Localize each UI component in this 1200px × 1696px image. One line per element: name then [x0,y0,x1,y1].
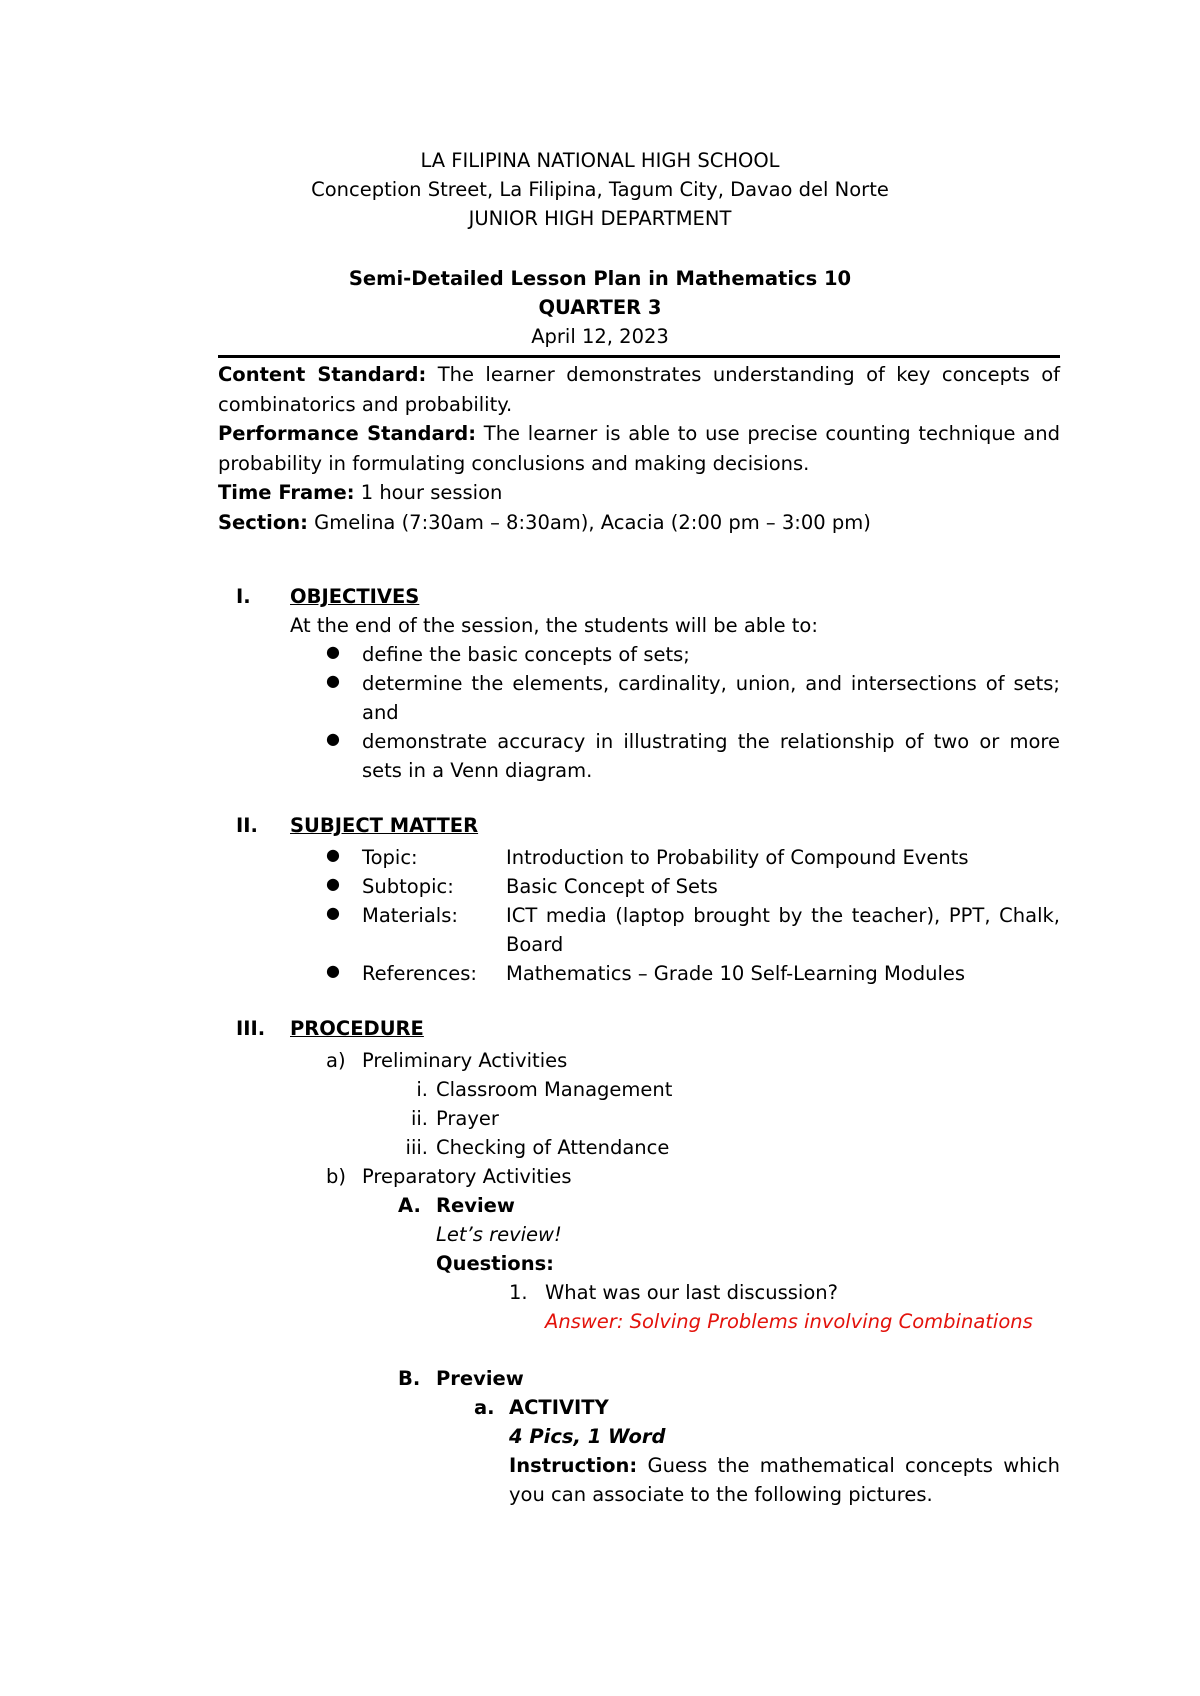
topic-value: Introduction to Probability of Compound Events [506,846,969,869]
section-text: Gmelina (7:30am – 8:30am), Acacia (2:00 pm – 3:00 pm) [314,510,871,534]
objectives-numeral: I. [236,585,251,608]
bullet-icon: ● [326,903,340,922]
subject-matter-numeral: II. [236,814,258,837]
review-marker: A. [398,1194,421,1217]
topic-label: Topic: [362,846,418,869]
preparatory-label: Preparatory Activities [362,1165,572,1188]
preview-marker: B. [398,1367,421,1390]
standards-block [218,360,1060,537]
prelim-item-3: Checking of Attendance [436,1136,670,1159]
question-1: What was our last discussion? [545,1281,838,1304]
objective-item-3: demonstrate accuracy in illustrating the relationship of two or more sets in a Venn diagram. [362,730,1060,782]
review-title: Review [436,1194,515,1217]
header-divider [218,355,1060,358]
content-standard-text: The learner demonstrates understanding of key concepts of combinatorics and probability. [218,363,1061,416]
review-subtitle: Let’s review! [436,1223,562,1246]
materials-value: ICT media (laptop brought by the teacher), PPT, Chalk, Board [506,904,1060,956]
objective-item-2: determine the elements, cardinality, union, and intersections of sets; and [362,672,1060,724]
bullet-icon: ● [326,729,340,748]
prelim-marker-1: i. [416,1078,428,1101]
bullet-icon: ● [326,961,340,980]
objectives-intro: At the end of the session, the students will be able to: [290,614,818,637]
department: JUNIOR HIGH DEPARTMENT [468,207,732,230]
preview-title: Preview [436,1367,524,1390]
bullet-icon: ● [326,642,340,661]
prelim-item-2: Prayer [436,1107,499,1130]
content-standard-label: Content Standard: [218,363,427,386]
preliminary-marker: a) [326,1049,346,1072]
section-label: Section: [218,510,308,534]
performance-standard-label: Performance Standard: [218,422,477,445]
quarter: QUARTER 3 [538,296,662,319]
subtopic-value: Basic Concept of Sets [506,875,718,898]
prelim-marker-3: iii. [405,1136,428,1159]
questions-label: Questions: [436,1252,554,1275]
activity-title: ACTIVITY [509,1396,609,1419]
bullet-icon: ● [326,671,340,690]
school-address: Conception Street, La Filipina, Tagum City, Davao del Norte [311,178,889,201]
performance-standard-text: The learner is able to use precise counting technique and probability in formulating conclusions and making decisions. [218,422,1060,475]
performance-standard [218,419,1060,478]
plan-title: Semi-Detailed Lesson Plan in Mathematics 10 [348,267,852,290]
content-standard [218,360,1060,419]
prelim-marker-2: ii. [410,1107,428,1130]
preliminary-label: Preliminary Activities [362,1049,568,1072]
objective-item-1: define the basic concepts of sets; [362,643,690,666]
activity-name: 4 Pics, 1 Word [509,1425,666,1448]
bullet-icon: ● [326,845,340,864]
activity-marker: a. [474,1396,495,1419]
objectives-heading: OBJECTIVES [290,585,420,608]
time-frame-text: 1 hour session [360,481,503,504]
school-name: LA FILIPINA NATIONAL HIGH SCHOOL [420,149,780,172]
instruction-text: Guess the mathematical concepts which you can associate to the following pictures. [509,1454,1060,1506]
procedure-heading: PROCEDURE [290,1017,424,1040]
lesson-date: April 12, 2023 [531,325,669,348]
materials-label: Materials: [362,904,458,927]
section-info [218,508,1060,538]
bullet-icon: ● [326,874,340,893]
prelim-item-1: Classroom Management [436,1078,673,1101]
time-frame [218,478,1060,508]
instruction-label: Instruction: [509,1454,638,1477]
references-value: Mathematics – Grade 10 Self-Learning Modules [506,962,966,985]
time-frame-label: Time Frame: [218,481,355,504]
subject-matter-heading: SUBJECT MATTER [290,814,479,837]
activity-instruction [509,1451,1060,1509]
procedure-numeral: III. [236,1017,266,1040]
question-marker-1: 1. [509,1281,528,1304]
preparatory-marker: b) [326,1165,346,1188]
question-1-answer: Answer: Solving Problems involving Combinations [545,1310,1033,1333]
subtopic-label: Subtopic: [362,875,454,898]
references-label: References: [362,962,477,985]
